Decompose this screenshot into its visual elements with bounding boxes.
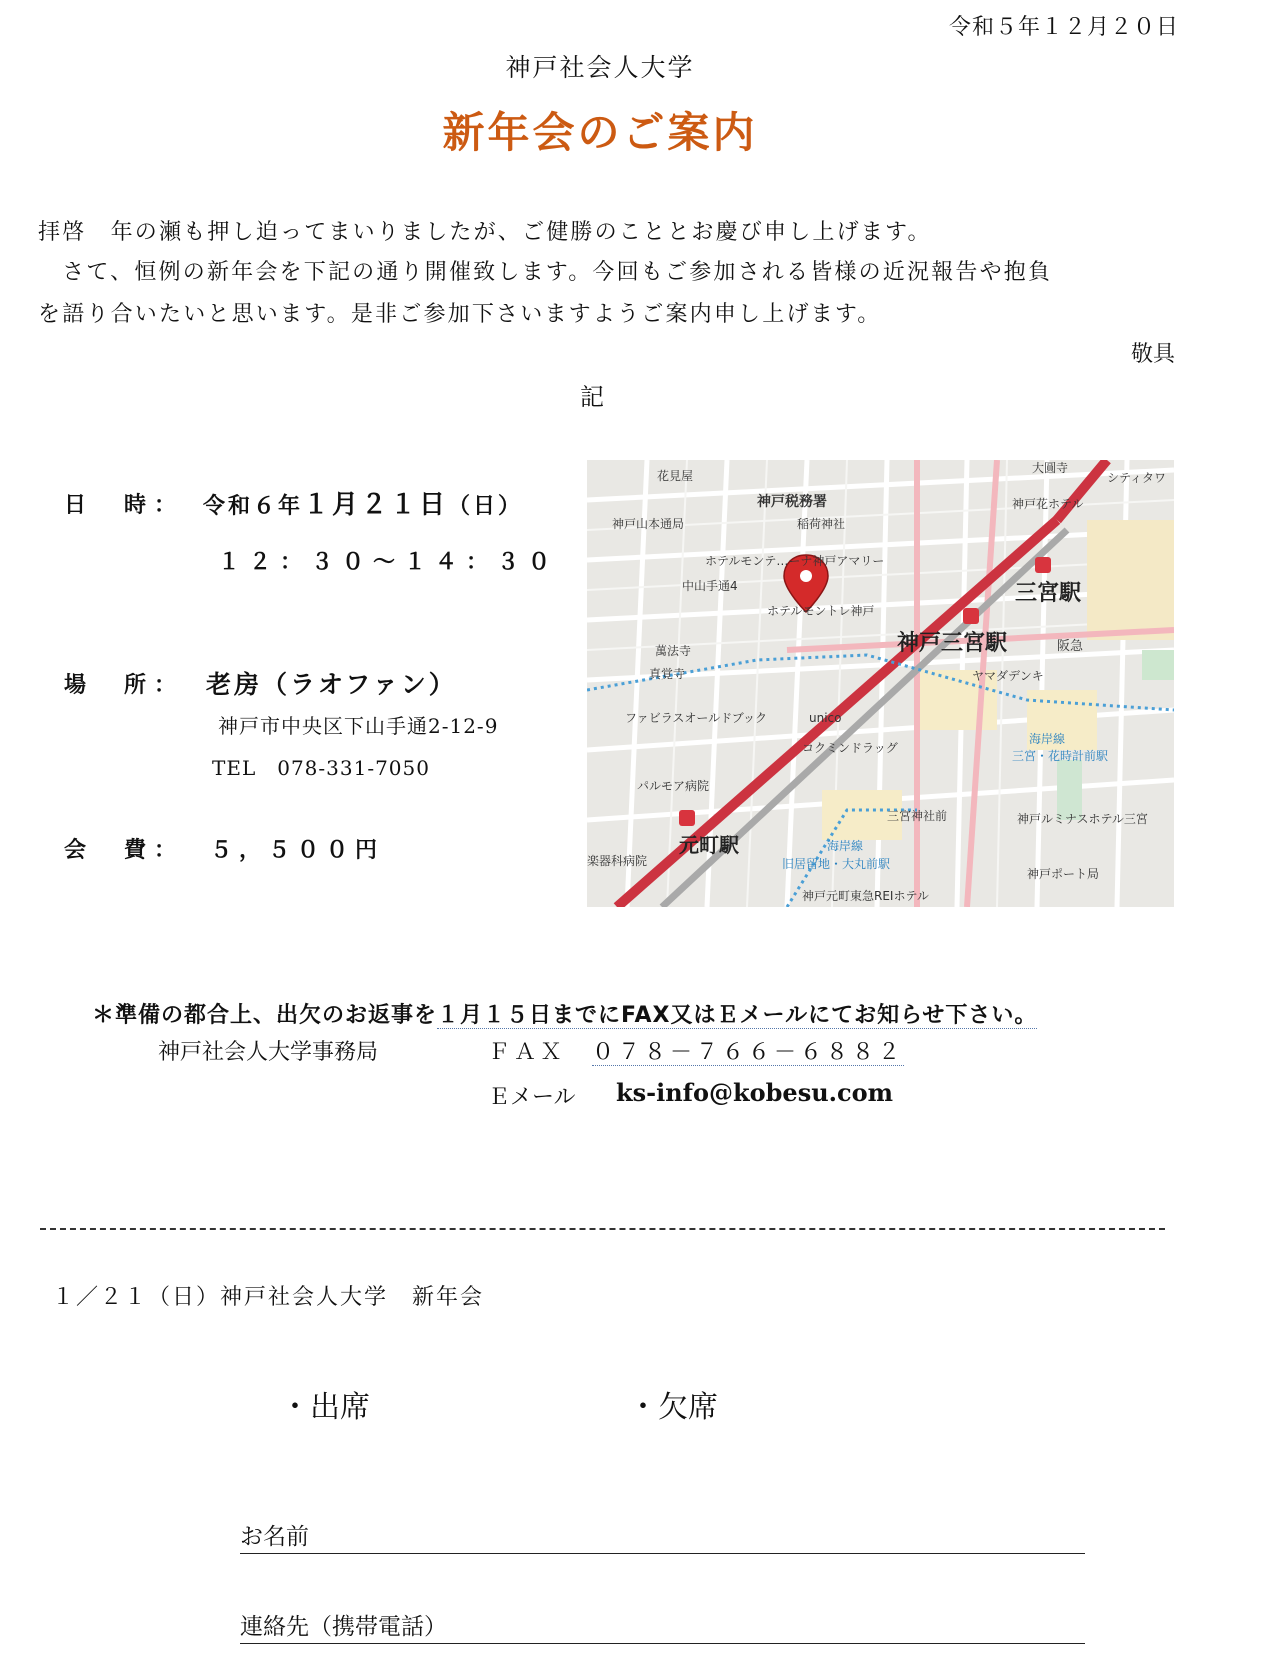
email-label: Ｅメール bbox=[488, 1085, 576, 1110]
reply-note-text: ＊準備の都合上、出欠のお返事を bbox=[92, 1003, 438, 1028]
map-label-hana-hotel: 神戸花ホテル bbox=[1012, 497, 1084, 511]
map-label-palmore: パルモア病院 bbox=[637, 779, 710, 793]
fax-label: ＦＡＸ bbox=[488, 1040, 567, 1065]
absent-option[interactable]: ・欠席 bbox=[628, 1390, 718, 1425]
map-label-luminous: 神戸ルミナスホテル三宮 bbox=[1017, 812, 1148, 826]
map-label-port-post: 神戸ポート局 bbox=[1027, 867, 1100, 881]
body-line-1: 拝啓 年の瀬も押し迫ってまいりましたが、ご健勝のこととお慶び申し上げます。 bbox=[38, 220, 932, 245]
map-label-yamamoto-post: 神戸山本通局 bbox=[612, 517, 685, 531]
closing-word: 敬具 bbox=[1130, 342, 1175, 367]
map-label-hanadokei: 三宮・花時計前駅 bbox=[1012, 749, 1109, 763]
map-label-daienji: 大圓寺 bbox=[1032, 461, 1069, 475]
office-name: 神戸社会人大学事務局 bbox=[158, 1040, 379, 1065]
organization-name: 神戸社会人大学 bbox=[505, 53, 695, 82]
map-label-inari: 稲荷神社 bbox=[797, 517, 846, 531]
map-label-shinkakuji: 真覚寺 bbox=[649, 667, 686, 681]
map-label-sannomiya: 三宮駅 bbox=[1015, 581, 1082, 606]
ki-heading: 記 bbox=[580, 383, 604, 411]
email-address[interactable]: ks-info@kobesu.com bbox=[616, 1078, 894, 1107]
map-label-tax-office: 神戸税務署 bbox=[757, 494, 827, 510]
name-field[interactable] bbox=[240, 1518, 1085, 1554]
map-label-hotel-amary: ホテルモンテ…ーナ神戸アマリー bbox=[705, 554, 885, 568]
fee-amount: ５，５００円 bbox=[210, 838, 385, 863]
reply-form-title: １／２１（日）神戸社会人大学 新年会 bbox=[52, 1285, 485, 1310]
event-date bbox=[203, 484, 523, 521]
map-label-hanamiya: 花見屋 bbox=[657, 469, 694, 483]
place-address: 神戸市中央区下山手通2-12-9 bbox=[218, 714, 499, 738]
map-label-yamada: ヤマダデンキ bbox=[972, 669, 1044, 683]
map-graphic bbox=[587, 460, 1174, 907]
map-label-kaigan-line: 海岸線 bbox=[1029, 732, 1066, 746]
event-date-prefix: 令和６年 bbox=[203, 494, 304, 519]
reply-note-deadline: １月１５日までにFAX又はＥメールにてお知らせ下さい。 bbox=[437, 1003, 1038, 1028]
map-label-gakki: 楽器科病院 bbox=[587, 854, 648, 868]
datetime-label: 日 時： bbox=[64, 493, 185, 518]
map-label-motomachi: 元町駅 bbox=[679, 833, 739, 857]
map-label-kobe-sannomiya: 神戸三宮駅 bbox=[897, 631, 1008, 656]
name-field-label: お名前 bbox=[240, 1524, 309, 1550]
map-label-tokyu-rei: 神戸元町東急REIホテル bbox=[802, 889, 929, 903]
map-label-city-tower: シティタワ bbox=[1107, 471, 1167, 485]
cut-line bbox=[40, 1228, 1165, 1230]
map-label-sannomiya-jinja: 三宮神社前 bbox=[887, 809, 948, 823]
fax-line bbox=[488, 1035, 904, 1066]
map-label-nakayamate: 中山手通4 bbox=[682, 579, 738, 593]
place-name: 老房（ラオファン） bbox=[206, 670, 457, 699]
map-label-unico: unico bbox=[809, 711, 842, 725]
attend-option[interactable]: ・出席 bbox=[280, 1390, 370, 1425]
event-date-weekday: （日） bbox=[448, 494, 524, 519]
phone-field-label: 連絡先（携帯電話） bbox=[240, 1614, 447, 1640]
map-label-kyukyoryuchi: 旧居留地・大丸前駅 bbox=[782, 857, 891, 871]
body-line-2: さて、恒例の新年会を下記の通り開催致します。今回もご参加される皆様の近況報告や抱負 bbox=[38, 260, 1053, 285]
place-tel: TEL 078-331-7050 bbox=[212, 756, 430, 780]
document-date: 令和５年１２月２０日 bbox=[948, 15, 1179, 40]
event-date-main: １月２１日 bbox=[303, 490, 449, 520]
map-label-hankyu: 阪急 bbox=[1057, 639, 1084, 654]
map-label-hotel-montre: ホテルモントレ神戸 bbox=[767, 604, 875, 618]
map-label-manpoji: 萬法寺 bbox=[655, 644, 692, 658]
map-label-fabiras: ファビラスオールドブック bbox=[625, 711, 767, 725]
fax-number: ０７８－７６６－６８８２ bbox=[592, 1040, 905, 1065]
event-time: １２：３０～１４：３０ bbox=[218, 550, 560, 575]
map-label-kaigan-line2: 海岸線 bbox=[827, 839, 864, 853]
body-line-3: を語り合いたいと思います。是非ご参加下さいますようご案内申し上げます。 bbox=[38, 302, 882, 327]
location-map[interactable] bbox=[587, 460, 1174, 907]
place-label: 場 所： bbox=[64, 673, 185, 698]
fee-label: 会 費： bbox=[64, 838, 185, 863]
map-label-kokumin: コクミンドラッグ bbox=[802, 741, 898, 755]
phone-field[interactable] bbox=[240, 1608, 1085, 1644]
document-title: 新年会のご案内 bbox=[442, 108, 758, 157]
reply-note bbox=[92, 998, 1037, 1029]
